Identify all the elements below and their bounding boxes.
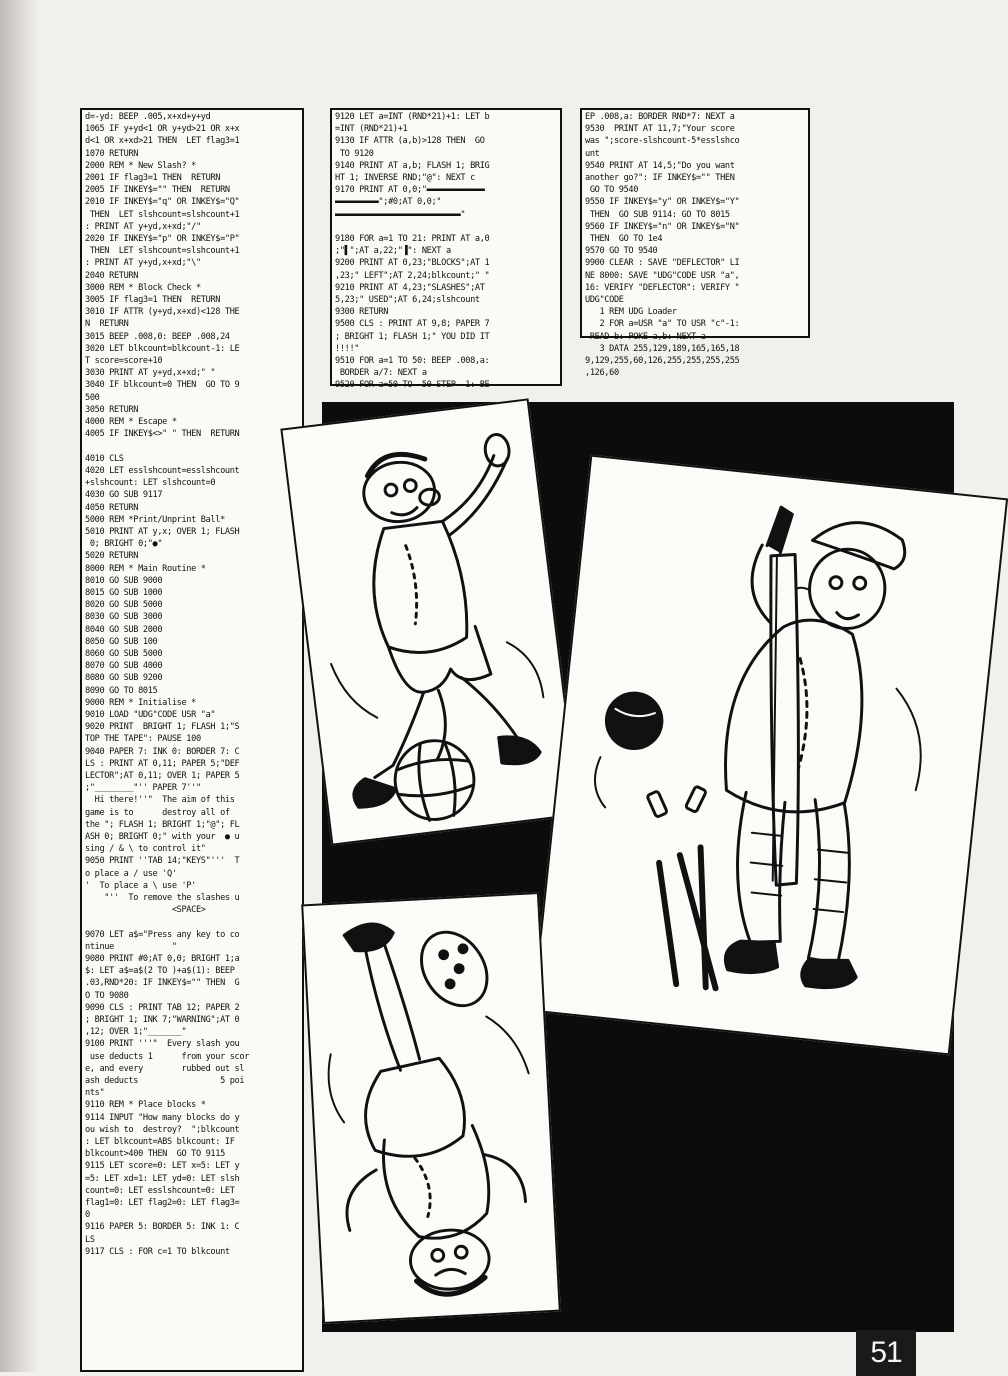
code-line: BORDER a/7: NEXT a: [335, 368, 427, 379]
code-line: 9530 PRINT AT 11,7;"Your score: [585, 124, 735, 135]
code-line: 2001 IF flag3=1 THEN RETURN: [85, 173, 221, 184]
code-line: 5010 PRINT AT y,x; OVER 1; FLASH: [85, 526, 240, 537]
page-binding-shadow: [0, 0, 40, 1372]
code-line: 2010 IF INKEY$="q" OR INKEY$="Q": [85, 197, 240, 208]
code-line: 5020 RETURN: [85, 551, 139, 562]
code-line: 9500 CLS : PRINT AT 9,8; PAPER 7: [335, 319, 490, 330]
page-number: 51: [856, 1330, 916, 1376]
code-line: ;"________"'' PAPER 7''": [85, 783, 201, 794]
code-line: 4005 IF INKEY$<>" " THEN RETURN: [85, 429, 240, 440]
footballer-illustration: [280, 398, 579, 845]
code-line: [85, 440, 299, 452]
code-line: 9540 PRINT AT 14,5;"Do you want: [585, 160, 735, 171]
code-line: ASH 0; BRIGHT 0;" with your ● u: [85, 831, 240, 842]
code-line: 4000 REM * Escape *: [85, 417, 177, 428]
code-line: 9560 IF INKEY$="n" OR INKEY$="N": [585, 221, 740, 232]
code-line: THEN LET slshcount=slshcount+1: [85, 246, 240, 257]
code-line: another go?": IF INKEY$="" THEN: [585, 173, 735, 184]
code-line: 9140 PRINT AT a,b; FLASH 1; BRIG: [335, 160, 490, 171]
code-line: READ b: POKE a,b: NEXT a: [585, 331, 706, 342]
code-line: ntinue ": [85, 941, 177, 952]
code-line: sing / & \ to control it": [85, 844, 206, 855]
code-line: 9116 PAPER 5: BORDER 5: INK 1: C: [85, 1222, 240, 1233]
code-line: O TO 9080: [85, 990, 129, 1001]
code-line: 9120 LET a=INT (RND*21)+1: LET b: [335, 112, 490, 122]
code-line: =5: LET xd=1: LET yd=0: LET slsh: [85, 1173, 240, 1184]
cricketer-icon: [534, 457, 1006, 1053]
code-line: 1 REM UDG Loader: [585, 307, 677, 318]
code-line: game is to destroy all of: [85, 807, 230, 818]
code-line: 9300 RETURN: [335, 307, 389, 318]
code-line: 9,129,255,60,126,255,255,255,255: [585, 356, 740, 367]
code-line: 3005 IF flag3=1 THEN RETURN: [85, 295, 221, 306]
code-line: LS : PRINT AT 0,11; PAPER 5;"DEF: [85, 758, 240, 769]
code-line: ;"▌";AT a,22;"▐": NEXT a: [335, 246, 451, 257]
code-line: .03,RND*20: IF INKEY$="" THEN G: [85, 978, 240, 989]
code-line: GO TO 9540: [585, 185, 639, 196]
code-line: count=0: LET esslshcount=0: LET: [85, 1185, 235, 1196]
code-line: nts": [85, 1088, 105, 1099]
code-line: 8030 GO SUB 3000: [85, 612, 163, 623]
code-line: TO 9120: [335, 148, 374, 159]
code-line: 5,23;" USED";AT 6,24;slshcount: [335, 295, 480, 306]
code-line: 8090 GO TO 8015: [85, 685, 158, 696]
code-line: 2040 RETURN: [85, 270, 139, 281]
footballer-icon: [283, 401, 578, 844]
code-line: $: LET a$=a$(2 TO )+a$(1): BEEP: [85, 966, 235, 977]
code-line: 9090 CLS : PRINT TAB 12; PAPER 2: [85, 1002, 240, 1013]
code-line: 3 DATA 255,129,189,165,165,18: [585, 343, 740, 354]
code-line: o place a / use 'Q': [85, 868, 177, 879]
code-line: 9115 LET score=0: LET x=5: LET y: [85, 1161, 240, 1172]
code-line: : PRINT AT y+yd,x+xd;"\": [85, 258, 201, 269]
code-line: 9080 PRINT #0;AT 0,0; BRIGHT 1;a: [85, 954, 240, 965]
code-line: UDG"CODE: [585, 295, 624, 306]
code-line: NE 8000: SAVE "UDG"CODE USR "a",: [585, 270, 740, 281]
code-line: 5000 REM *Print/Unprint Ball*: [85, 514, 225, 525]
code-line: Hi there!''" The aim of this: [85, 795, 235, 806]
code-line: ' To place a \ use 'P': [85, 880, 196, 891]
code-line: 0: [85, 1210, 90, 1221]
code-line: 1070 RETURN: [85, 148, 139, 159]
code-line: 8040 GO SUB 2000: [85, 624, 163, 635]
code-line: !!!!": [335, 343, 360, 354]
code-line: 1065 IF y+yd<1 OR y+yd>21 OR x+x: [85, 124, 240, 135]
code-line: 4010 CLS: [85, 453, 124, 464]
code-line: 9050 PRINT ''TAB 14;"KEYS"''' T: [85, 856, 240, 867]
code-line: N RETURN: [85, 319, 129, 330]
code-line: use deducts 1 from your scor: [85, 1051, 250, 1062]
code-line: 9070 LET a$="Press any key to co: [85, 929, 240, 940]
code-line: +slshcount: LET slshcount=0: [85, 478, 216, 489]
code-line: ; BRIGHT 1; INK 7;"WARNING";AT 0: [85, 1015, 240, 1026]
code-line: 2000 REM * New Slash? *: [85, 160, 196, 171]
code-line: 9114 INPUT "How many blocks do y: [85, 1112, 240, 1123]
code-line: 2005 IF INKEY$="" THEN RETURN: [85, 185, 230, 196]
code-line: 9110 REM * Place blocks *: [85, 1100, 206, 1111]
code-line: d=-yd: BEEP .005,x+xd+y+yd: [85, 112, 211, 122]
program-listing-column-2: [330, 108, 562, 391]
code-line: "'' To remove the slashes u: [85, 893, 240, 903]
code-line: 9170 PRINT AT 0,0;"▬▬▬▬▬▬▬▬▬▬▬▬: [335, 185, 485, 196]
code-line: EP .008,a: BORDER RND*7: NEXT a: [585, 112, 735, 122]
code-line: 9570 GO TO 9540: [585, 246, 658, 257]
code-line: ; BRIGHT 1; FLASH 1;" YOU DID IT: [335, 331, 490, 342]
code-line: 9040 PAPER 7: INK 0: BORDER 7: C: [85, 746, 240, 757]
code-line: 0; BRIGHT 0;"●": [85, 539, 163, 550]
code-line: ,126,60: [585, 368, 619, 379]
code-line: 8020 GO SUB 5000: [85, 600, 163, 611]
code-line: 8070 GO SUB 4000: [85, 661, 163, 672]
cricketer-illustration: [532, 455, 1008, 1056]
code-line: =INT (RND*21)+1: [335, 124, 408, 135]
code-line: LECTOR";AT 0,11; OVER 1; PAPER 5: [85, 770, 240, 781]
code-line: 9020 PRINT BRIGHT 1; FLASH 1;"S: [85, 722, 240, 733]
code-line: 8000 REM * Main Routine *: [85, 563, 206, 574]
program-listing-column-3: [580, 108, 810, 379]
code-line: 2 FOR a=USR "a" TO USR "c"-1:: [585, 319, 740, 330]
code-line: 9000 REM * Initialise *: [85, 697, 196, 708]
code-line: 3010 IF ATTR (y+yd,x+xd)<128 THE: [85, 307, 240, 318]
code-line: HT 1; INVERSE RND;"@": NEXT c: [335, 173, 475, 184]
code-line: ou wish to destroy? ";blkcount: [85, 1124, 240, 1135]
code-line: THEN LET slshcount=slshcount+1: [85, 209, 240, 220]
code-line: 8050 GO SUB 100: [85, 636, 158, 647]
code-line: 500: [85, 392, 100, 403]
code-line: 9550 IF INKEY$="y" OR INKEY$="Y": [585, 197, 740, 208]
code-line: : LET blkcount=ABS blkcount: IF: [85, 1137, 235, 1148]
code-line: THEN GO TO 1e4: [585, 234, 663, 245]
code-line: 3020 LET blkcount=blkcount-1: LE: [85, 343, 240, 354]
code-line: 9180 FOR a=1 TO 21: PRINT AT a,0: [335, 234, 490, 245]
code-line: 8080 GO SUB 9200: [85, 673, 163, 684]
code-line: 4050 RETURN: [85, 502, 139, 513]
code-line: ,23;" LEFT";AT 2,24;blkcount;" ": [335, 270, 490, 281]
code-line: d<1 OR x+xd>21 THEN LET flag3=1: [85, 136, 240, 147]
code-line: 8015 GO SUB 1000: [85, 587, 163, 598]
code-line: ,12; OVER 1;"_______": [85, 1027, 187, 1038]
code-line: unt: [585, 148, 600, 159]
code-line: : PRINT AT y+yd,x+xd;"/": [85, 221, 201, 232]
code-line: 3000 REM * Block Check *: [85, 282, 201, 293]
code-line: was ";score-slshcount-5*esslshco: [585, 136, 740, 147]
code-line: ash deducts 5 poi: [85, 1076, 245, 1087]
code-line: ▬▬▬▬▬▬▬▬▬";#0;AT 0,0;": [335, 197, 442, 208]
code-line: 8060 GO SUB 5000: [85, 648, 163, 659]
code-line: <SPACE>: [85, 905, 206, 916]
code-line: 4030 GO SUB 9117: [85, 490, 163, 501]
kicker-illustration: [301, 892, 561, 1324]
code-line: 16: VERIFY "DEFLECTOR": VERIFY ": [585, 282, 740, 293]
code-line: 9200 PRINT AT 0,23;"BLOCKS";AT 1: [335, 258, 490, 269]
code-line: 9210 PRINT AT 4,23;"SLASHES";AT: [335, 282, 485, 293]
kicker-icon: [303, 894, 558, 1322]
code-line: 9130 IF ATTR (a,b)>128 THEN GO: [335, 136, 485, 147]
code-line: [335, 221, 557, 233]
code-line: 9520 FOR a=50 TO -50 STEP -1: BE: [335, 380, 490, 391]
code-line: 3015 BEEP .008,0: BEEP .008,24: [85, 331, 230, 342]
code-line: blkcount>400 THEN GO TO 9115: [85, 1149, 225, 1160]
code-line: flag1=0: LET flag2=0: LET flag3=: [85, 1198, 240, 1209]
code-line: the "; FLASH 1; BRIGHT 1;"@"; FL: [85, 819, 240, 830]
code-line: 9100 PRINT '''" Every slash you: [85, 1039, 240, 1050]
code-line: 9010 LOAD "UDG"CODE USR "a": [85, 709, 216, 720]
code-line: T score=score+10: [85, 356, 163, 367]
code-line: ▬▬▬▬▬▬▬▬▬▬▬▬▬▬▬▬▬▬▬▬▬▬▬▬▬▬": [335, 209, 466, 220]
code-line: [85, 916, 299, 928]
code-line: 3050 RETURN: [85, 404, 139, 415]
program-listing-column-1: [80, 108, 304, 1372]
code-line: TOP THE TAPE": PAUSE 100: [85, 734, 201, 745]
code-line: 2020 IF INKEY$="p" OR INKEY$="P": [85, 234, 240, 245]
code-line: 3040 IF blkcount=0 THEN GO TO 9: [85, 380, 240, 391]
code-line: 9900 CLEAR : SAVE "DEFLECTOR" LI: [585, 258, 740, 269]
code-line: THEN GO SUB 9114: GO TO 8015: [585, 209, 730, 220]
code-line: 3030 PRINT AT y+yd,x+xd;" ": [85, 368, 216, 379]
code-line: 9510 FOR a=1 TO 50: BEEP .008,a:: [335, 356, 490, 367]
code-line: 4020 LET esslshcount=esslshcount: [85, 465, 240, 476]
code-line: 8010 GO SUB 9000: [85, 575, 163, 586]
code-line: 9117 CLS : FOR c=1 TO blkcount: [85, 1246, 230, 1257]
code-line: LS: [85, 1234, 95, 1245]
code-line: e, and every rubbed out sl: [85, 1063, 245, 1074]
